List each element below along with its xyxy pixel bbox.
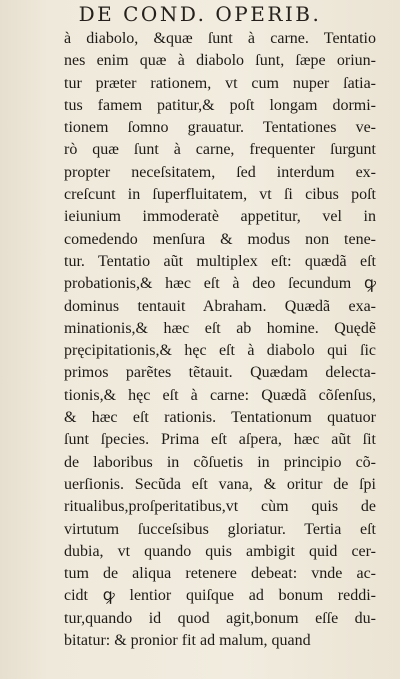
text-line: & hæc eſt rationis. Tentationum quatuor <box>64 409 376 427</box>
text-line: pręcipitationis,& hęc eſt à diabolo qui ſic <box>64 342 376 360</box>
text-line: dubia, vt quando quis ambigit quid cer- <box>64 542 376 560</box>
text-line: de laboribus in cõſuetis in principio cõ- <box>64 453 376 471</box>
text-line: comedendo menſura & modus non tene- <box>64 230 376 248</box>
text-line: dominus tentauit Abraham. Quædã exa- <box>64 297 376 315</box>
text-line: nes enim quæ à diabolo ſunt, ſæpe oriun- <box>64 52 376 70</box>
text-line: à diabolo, &quæ ſunt à carne. Tentatio <box>64 30 376 47</box>
running-head: DE COND. OPERIB. <box>78 2 322 26</box>
text-line: uerſionis. Secũda eſt vana, & oritur de ſpi <box>64 475 376 493</box>
text-line: tus famem patitur,& poſt longam dormi- <box>64 96 376 114</box>
text-line: tur præter rationem, vt cum nuper ſatia- <box>64 74 376 92</box>
text-line: ieiunium immoderatè appetitur, vel in <box>64 208 376 226</box>
text-line: ritualibus,proſperitatibus,vt cùm quis de <box>64 498 376 516</box>
text-line: propter neceſsitatem, ſed interdum ex- <box>64 163 376 181</box>
text-line: minationis,& hæc eſt ab homine. Quędẽ <box>64 319 376 337</box>
text-line: tionem ſomno grauatur. Tentationes ve- <box>64 119 376 137</box>
text-line: tum de aliqua retenere debeat: vnde ac- <box>64 565 376 583</box>
text-line: probationis,& hæc eſt à deo ſecundum ꝙ <box>64 275 376 293</box>
text-line: cidt ꝙ lentior quiſque ad bonum reddi- <box>64 587 376 605</box>
text-line: tur,quando id quod agit,bonum eſſe du- <box>64 609 376 627</box>
text-line: primos parẽtes tẽtauit. Quædam delecta- <box>64 364 376 382</box>
text-line: virtutum ſucceſsibus gloriatur. Tertia eſt <box>64 520 376 538</box>
text-line: rò quæ ſunt à carne, frequenter ſurgunt <box>64 141 376 159</box>
text-block <box>64 28 376 652</box>
text-line: tur. Tentatio aũt multiplex eſt: quædã eſt <box>64 252 376 270</box>
text-line: tionis,& hęc eſt à carne: Quædã cõſenſus, <box>64 386 376 404</box>
text-line: creſcunt in ſuperfluitatem, vt ſi cibus poſt <box>64 186 376 204</box>
text-line: ſunt ſpecies. Prima eſt aſpera, hæc aũt ſit <box>64 431 376 449</box>
text-line: bitatur: & pronior fit ad malum, quand <box>64 632 311 650</box>
